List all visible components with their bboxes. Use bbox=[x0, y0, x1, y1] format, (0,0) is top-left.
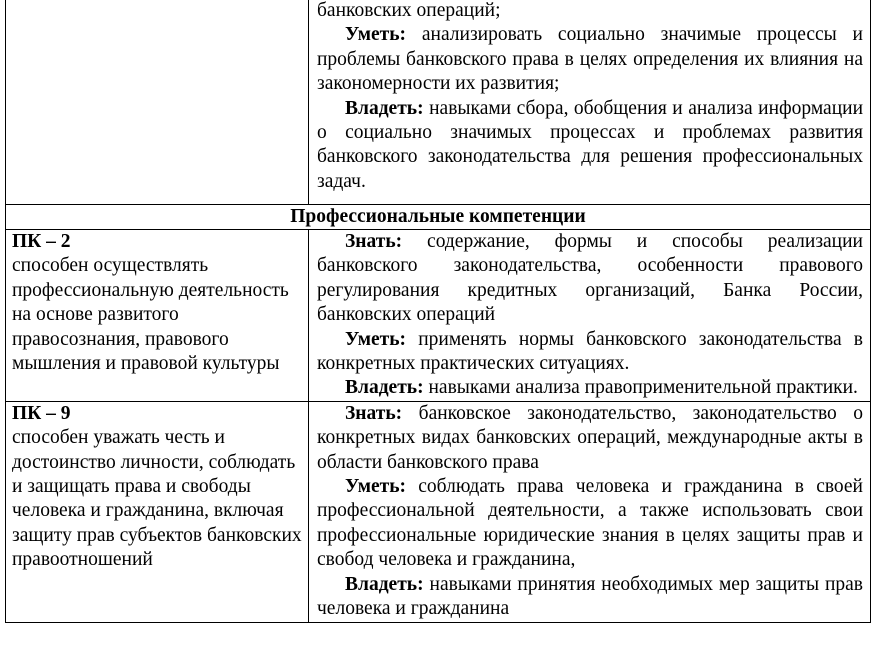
skill-label: Уметь: bbox=[345, 328, 407, 350]
own-requirement bbox=[317, 376, 863, 400]
requirements-cell bbox=[309, 0, 871, 205]
competency-code: ПК – 2 bbox=[12, 231, 71, 252]
competency-cell bbox=[6, 230, 309, 402]
own-requirement bbox=[317, 97, 863, 195]
requirements-cell bbox=[309, 230, 871, 402]
section-title: Профессиональные компетенции bbox=[6, 205, 871, 230]
empty-left-cell bbox=[6, 0, 309, 205]
competency-description: способен осуществлять профессиональную деятельность на основе развитого правосознания, правового мышления и правовой культуры bbox=[12, 255, 289, 375]
own-text: навыками анализа правоприменительной практики. bbox=[428, 377, 858, 399]
competencies-table bbox=[5, 0, 871, 623]
section-row bbox=[6, 205, 871, 230]
competency-cell bbox=[6, 401, 309, 622]
competency-code: ПК – 9 bbox=[12, 402, 71, 424]
skill-text: применять нормы банковского законодательства в конкретных практических ситуациях. bbox=[317, 328, 863, 375]
own-text: навыками принятия необходимых мер защиты прав человека и гражданина bbox=[317, 573, 863, 620]
own-label: Владеть: bbox=[345, 377, 424, 399]
know-label: Знать: bbox=[345, 402, 403, 424]
skill-text: соблюдать права человека и гражданина в своей профессиональной деятельности, а также использовать свои профессиональные юридические знания в целях защиты прав и свобод человека и гражданина, bbox=[317, 476, 863, 571]
requirements-cell bbox=[309, 401, 871, 622]
table-row bbox=[6, 0, 871, 205]
document-page bbox=[5, 0, 871, 623]
know-text: банковское законодательство, законодательство о конкретных видах банковских операций, международные акты в области банковского права bbox=[317, 402, 863, 473]
skill-requirement bbox=[317, 475, 863, 573]
table-row bbox=[6, 230, 871, 402]
table-row bbox=[6, 401, 871, 622]
know-text: содержание, формы и способы реализации банковского законодательства, особенности правового регулирования кредитных организаций, Банка России, банковских операций bbox=[317, 231, 863, 326]
know-requirement bbox=[317, 230, 863, 328]
own-text: навыками сбора, обобщения и анализа информации о социально значимых процессах и проблемах развития банковского законодательства для решения профессиональных задач. bbox=[317, 97, 864, 192]
skill-requirement bbox=[317, 328, 863, 377]
skill-text: анализировать социально значимые процессы и проблемы банковского права в целях определения их влияния на закономерности их развития; bbox=[317, 24, 863, 95]
skill-label: Уметь: bbox=[345, 476, 407, 498]
know-continuation: банковских операций; bbox=[317, 0, 501, 21]
own-label: Владеть: bbox=[345, 573, 424, 595]
own-requirement bbox=[317, 573, 863, 622]
skill-label: Уметь: bbox=[345, 24, 407, 46]
own-label: Владеть: bbox=[345, 97, 424, 119]
know-requirement bbox=[317, 402, 863, 475]
skill-requirement bbox=[317, 23, 863, 96]
know-label: Знать: bbox=[345, 231, 403, 252]
competency-description: способен уважать честь и достоинство личности, соблюдать и защищать права и свободы человека и гражданина, включая защиту прав субъектов банковских правоотношений bbox=[12, 427, 302, 571]
